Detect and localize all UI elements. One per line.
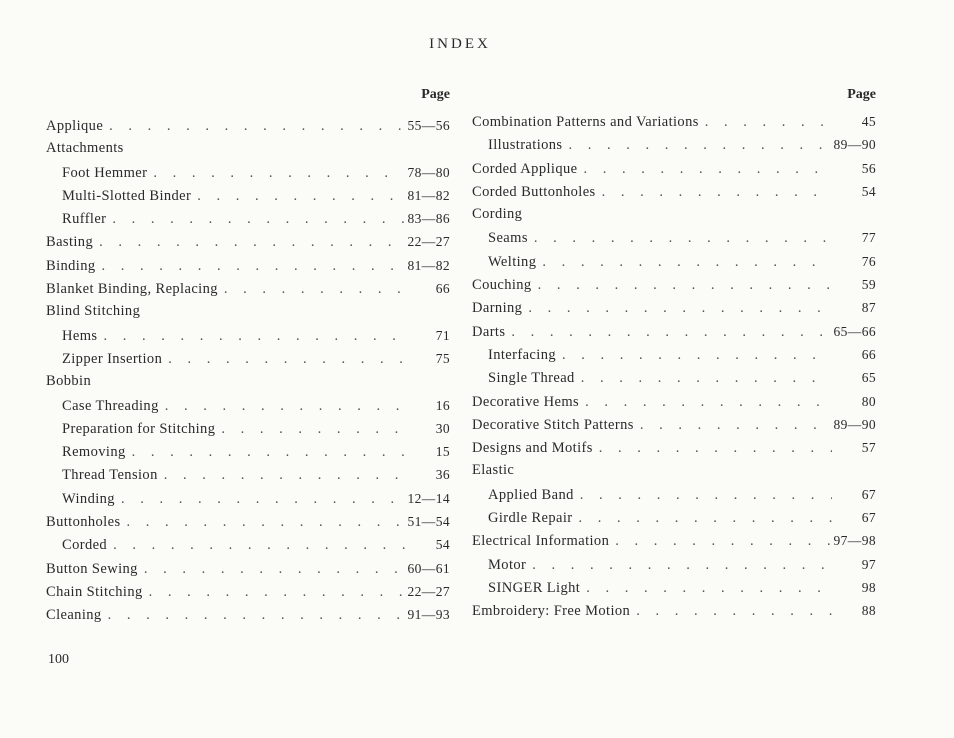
index-subentry (46, 324, 450, 347)
index-subentry (46, 347, 450, 370)
index-entry (46, 254, 450, 277)
dot-leader (191, 185, 403, 208)
entry-page: 59 (861, 277, 876, 293)
page-column-heading: Page (421, 87, 450, 102)
entry-label: Removing (62, 444, 126, 461)
dot-leader (93, 231, 403, 254)
index-subentry (46, 440, 450, 463)
entry-label: Seams (488, 230, 528, 247)
index-subentry (46, 394, 450, 417)
entry-label: Corded (62, 537, 108, 554)
dot-leader (579, 391, 832, 414)
entry-label: Hems (62, 327, 98, 344)
dot-leader (159, 395, 406, 418)
index-subentry (472, 576, 876, 599)
entry-label: Corded Buttonholes (472, 183, 596, 200)
entry-label: Binding (46, 257, 96, 274)
entry-page: 97 (861, 556, 876, 572)
entry-page: 91—93 (407, 607, 450, 623)
dot-leader (630, 600, 832, 623)
index-subentry (46, 161, 450, 184)
entry-label: Case Threading (62, 397, 159, 414)
index-title: INDEX (429, 36, 491, 52)
entry-label: Interfacing (488, 346, 557, 363)
dot-leader (574, 484, 832, 507)
dot-leader (107, 534, 406, 557)
entry-page: 80 (861, 393, 876, 409)
entry-label: Darning (472, 300, 523, 317)
index-subentry (46, 417, 450, 440)
dot-leader (115, 488, 404, 511)
index-subentry (472, 366, 876, 389)
entry-page: 83—86 (407, 211, 450, 227)
index-entry (46, 137, 450, 160)
entry-label: Embroidery: Free Motion (472, 603, 631, 620)
index-entry (46, 114, 450, 137)
entry-page: 65—66 (833, 323, 876, 339)
entry-page: 89—90 (833, 137, 876, 153)
dot-leader (505, 321, 829, 344)
entry-label: Thread Tension (62, 467, 158, 484)
entry-page: 89—90 (833, 416, 876, 432)
index-entry (46, 277, 450, 300)
dot-leader (699, 111, 832, 134)
entry-label: Elastic (472, 462, 515, 479)
entry-label: Combination Patterns and Variations (472, 114, 699, 130)
entry-page: 36 (435, 467, 450, 483)
entry-label: Decorative Stitch Patterns (472, 416, 634, 433)
dot-leader (528, 227, 832, 250)
entry-page: 88 (861, 603, 876, 619)
index-entry (472, 203, 876, 226)
index-entry (46, 370, 450, 393)
index-subentry (46, 487, 450, 510)
entry-label: Darts (472, 323, 506, 340)
entry-page: 67 (861, 486, 876, 502)
page-column-heading: Page (847, 87, 876, 102)
index-entry (472, 110, 876, 133)
entry-page: 78—80 (407, 164, 450, 180)
entry-label: Illustrations (488, 137, 563, 154)
index-entry (46, 603, 450, 626)
dot-leader (97, 325, 406, 348)
dot-leader (573, 507, 832, 530)
index-subentry (46, 463, 450, 486)
entry-page: 77 (861, 230, 876, 246)
entry-label: Applique (46, 118, 104, 134)
entry-page: 51—54 (407, 514, 450, 530)
entry-page: 66 (435, 281, 450, 297)
dot-leader (593, 437, 832, 460)
index-entry (472, 413, 876, 436)
index-entry (46, 300, 450, 323)
entry-label: Welting (488, 253, 537, 270)
index-entries-left (46, 114, 450, 627)
dot-leader (580, 577, 832, 600)
entry-page: 22—27 (407, 234, 450, 250)
entry-label: Winding (62, 490, 115, 507)
dot-leader (138, 558, 404, 581)
index-entry (46, 580, 450, 603)
entry-label: Button Sewing (46, 560, 138, 577)
entry-page: 15 (435, 444, 450, 460)
index-subentry (472, 133, 876, 156)
entry-label: Designs and Motifs (472, 440, 593, 457)
entry-page: 54 (861, 183, 876, 199)
entry-page: 57 (861, 440, 876, 456)
entry-page: 71 (435, 327, 450, 343)
entry-label: Girdle Repair (488, 510, 573, 527)
dot-leader (634, 414, 830, 437)
index-entry (472, 459, 876, 482)
entry-page: 54 (435, 537, 450, 553)
index-entries-right (472, 110, 876, 623)
index-column-left (46, 84, 450, 627)
entry-label: Preparation for Stitching (62, 420, 216, 437)
entry-label: Attachments (46, 140, 124, 157)
index-entry (46, 230, 450, 253)
entry-label: Chain Stitching (46, 583, 143, 600)
entry-label: Foot Hemmer (62, 164, 148, 181)
entry-label: Blanket Binding, Replacing (46, 281, 218, 298)
entry-page: 76 (861, 253, 876, 269)
dot-leader (218, 278, 406, 301)
index-subentry (46, 207, 450, 230)
entry-page: 16 (435, 397, 450, 413)
dot-leader (143, 581, 404, 604)
dot-leader (526, 554, 832, 577)
entry-label: Electrical Information (472, 533, 610, 550)
entry-label: Bobbin (46, 373, 92, 390)
index-entry (472, 436, 876, 459)
entry-page: 56 (861, 160, 876, 176)
entry-page: 66 (861, 346, 876, 362)
entry-label: Multi-Slotted Binder (62, 187, 192, 204)
index-subentry (472, 226, 876, 249)
dot-leader (126, 441, 406, 464)
index-entry (472, 180, 876, 203)
index-column-right (472, 84, 876, 623)
entry-label: Cleaning (46, 607, 102, 624)
index-subentry (472, 250, 876, 273)
index-entry (472, 599, 876, 622)
entry-page: 81—82 (407, 257, 450, 273)
index-subentry (46, 533, 450, 556)
index-subentry (472, 553, 876, 576)
index-subentry (46, 184, 450, 207)
entry-page: 97—98 (833, 533, 876, 549)
dot-leader (162, 348, 406, 371)
index-entry (472, 320, 876, 343)
dot-leader (556, 344, 832, 367)
entry-page: 81—82 (407, 187, 450, 203)
dot-leader (103, 115, 403, 138)
index-entry (472, 390, 876, 413)
dot-leader (609, 530, 829, 553)
entry-page: 55—56 (407, 118, 450, 133)
entry-page: 12—14 (407, 490, 450, 506)
dot-leader (102, 604, 404, 627)
dot-leader (121, 511, 404, 534)
dot-leader (96, 255, 404, 278)
entry-label: SINGER Light (488, 579, 581, 596)
dot-leader (562, 134, 829, 157)
dot-leader (596, 181, 832, 204)
index-entry (46, 557, 450, 580)
dot-leader (106, 208, 403, 231)
entry-page: 30 (435, 420, 450, 436)
entry-page: 87 (861, 300, 876, 316)
entry-page: 45 (861, 114, 876, 129)
dot-leader (147, 162, 403, 185)
entry-label: Single Thread (488, 370, 575, 387)
entry-label: Couching (472, 277, 532, 294)
index-entry (472, 273, 876, 296)
entry-label: Buttonholes (46, 514, 121, 531)
dot-leader (577, 158, 832, 181)
entry-page: 22—27 (407, 583, 450, 599)
index-entry (46, 510, 450, 533)
dot-leader (158, 464, 406, 487)
index-subentry (472, 506, 876, 529)
dot-leader (522, 297, 832, 320)
entry-page: 65 (861, 370, 876, 386)
entry-page: 67 (861, 510, 876, 526)
dot-leader (532, 274, 832, 297)
entry-page: 75 (435, 350, 450, 366)
entry-label: Corded Applique (472, 160, 578, 177)
entry-label: Basting (46, 234, 94, 251)
dot-leader (215, 418, 406, 441)
index-subentry (472, 483, 876, 506)
dot-leader (575, 367, 832, 390)
entry-page: 98 (861, 579, 876, 595)
entry-label: Blind Stitching (46, 303, 141, 320)
entry-label: Zipper Insertion (62, 350, 163, 367)
entry-label: Ruffler (62, 211, 107, 228)
dot-leader (536, 251, 832, 274)
index-subentry (472, 343, 876, 366)
index-entry (472, 157, 876, 180)
page-number: 100 (48, 652, 69, 667)
entry-label: Applied Band (488, 486, 574, 503)
index-entry (472, 296, 876, 319)
entry-page: 60—61 (407, 560, 450, 576)
entry-label: Cording (472, 206, 523, 223)
index-entry (472, 529, 876, 552)
entry-label: Motor (488, 556, 527, 573)
entry-label: Decorative Hems (472, 393, 580, 410)
